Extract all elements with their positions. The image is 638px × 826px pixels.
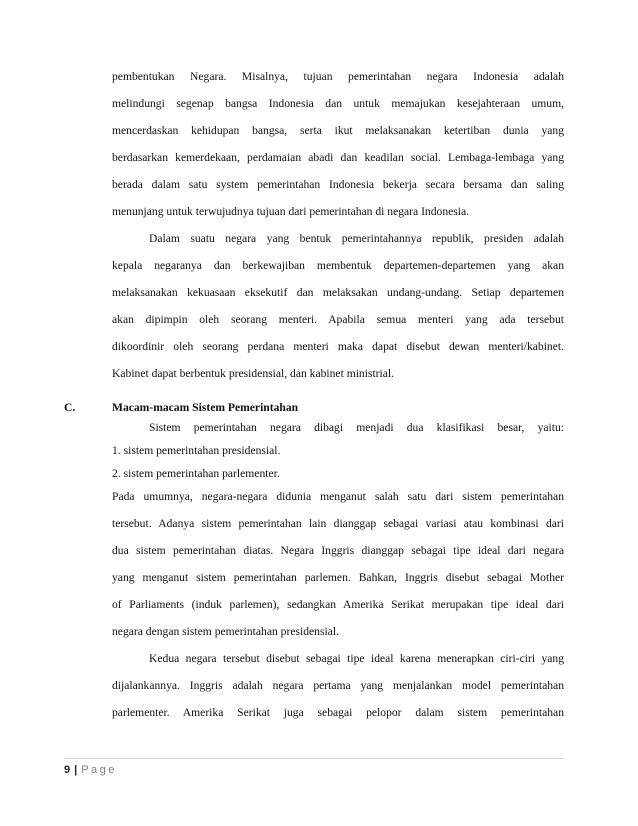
paragraph-1-line: mencerdaskan kehidupan bangsa, serta ikut melaksanakan ketertiban dunia yang bbox=[112, 124, 564, 137]
page-number: 9 bbox=[64, 764, 71, 776]
paragraph-4-line: dua sistem pemerintahan diatas. Negara Inggris dianggap sebagai tipe ideal dari negara bbox=[112, 544, 564, 557]
paragraph-4-line: negara dengan sistem pemerintahan presidensial. bbox=[112, 625, 339, 638]
paragraph-1-line: berdasarkan kemerdekaan, perdamaian abadi dan keadilan social. Lembaga-lembaga yang bbox=[112, 151, 564, 164]
paragraph-4-line: Pada umumnya, negara-negara didunia menganut salah satu dari sistem pemerintahan bbox=[112, 490, 564, 503]
paragraph-2-line: Kabinet dapat berbentuk presidensial, dan kabinet ministrial. bbox=[112, 367, 395, 380]
paragraph-2-line: kepala negaranya dan berkewajiban membentuk departemen-departemen yang akan bbox=[112, 259, 564, 272]
list-item: 1. sistem pemerintahan presidensial. bbox=[112, 444, 281, 457]
paragraph-1-line: menunjang untuk terwujudnya tujuan dari pemerintahan di negara Indonesia. bbox=[112, 205, 470, 218]
paragraph-4-line: of Parliaments (induk parlemen), sedangkan Amerika Serikat merupakan tipe ideal dari bbox=[112, 598, 564, 611]
paragraph-4-line: yang menganut sistem pemerintahan parlemen. Bahkan, Inggris disebut sebagai Mother bbox=[112, 571, 564, 584]
paragraph-5-line: Kedua negara tersebut disebut sebagai tipe ideal karena menerapkan ciri-ciri yang bbox=[149, 652, 564, 665]
list-item: 2. sistem pemerintahan parlementer. bbox=[112, 467, 280, 480]
section-letter: C. bbox=[64, 401, 76, 414]
page-footer bbox=[64, 762, 117, 778]
footer-separator: | bbox=[74, 764, 78, 776]
paragraph-2-line: Dalam suatu negara yang bentuk pemerintahannya republik, presiden adalah bbox=[149, 232, 564, 245]
paragraph-5-line: parlementer. Amerika Serikat juga sebagai pelopor dalam sistem pemerintahan bbox=[112, 706, 564, 719]
page-label: Page bbox=[81, 764, 117, 776]
footer-divider bbox=[64, 758, 564, 759]
paragraph-2-line: melaksanakan kekuasaan eksekutif dan melaksakan undang-undang. Setiap departemen bbox=[112, 286, 564, 299]
paragraph-1-line: melindungi segenap bangsa Indonesia dan untuk memajukan kesejahteraan umum, bbox=[112, 97, 564, 110]
paragraph-4-line: tersebut. Adanya sistem pemerintahan lain dianggap sebagai variasi atau kombinasi dari bbox=[112, 517, 564, 530]
paragraph-1-line: berada dalam satu system pemerintahan Indonesia bekerja secara bersama dan saling bbox=[112, 178, 564, 191]
paragraph-2-line: akan dipimpin oleh seorang menteri. Apabila semua menteri yang ada tersebut bbox=[112, 313, 564, 326]
paragraph-1-line: pembentukan Negara. Misalnya, tujuan pemerintahan negara Indonesia adalah bbox=[112, 70, 564, 83]
paragraph-2-line: dikoordinir oleh seorang perdana menteri maka dapat disebut dewan menteri/kabinet. bbox=[112, 340, 564, 353]
paragraph-3-line: Sistem pemerintahan negara dibagi menjadi dua klasifikasi besar, yaitu: bbox=[149, 421, 564, 434]
paragraph-5-line: dijalankannya. Inggris adalah negara pertama yang menjalankan model pemerintahan bbox=[112, 679, 564, 692]
section-title: Macam-macam Sistem Pemerintahan bbox=[112, 401, 299, 414]
